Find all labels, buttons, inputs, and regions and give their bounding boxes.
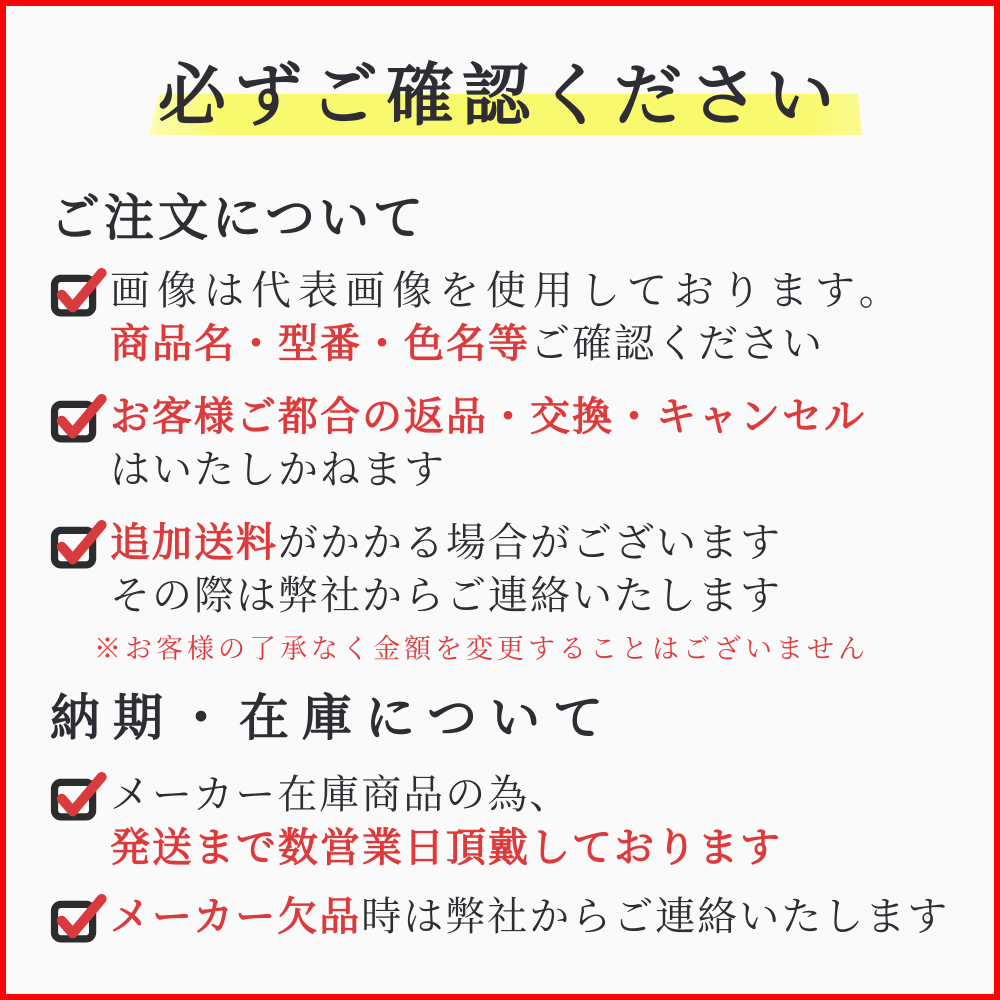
list-item xyxy=(50,264,906,370)
item-text xyxy=(110,890,949,943)
item-text xyxy=(110,516,782,622)
section-heading-stock: 納期・在庫について xyxy=(50,690,616,746)
checkbox-checked-icon xyxy=(50,392,108,444)
section-heading-order: ご注文について xyxy=(50,190,427,246)
item-text-segment: 商品名・型番・色名等 xyxy=(110,321,530,366)
item-text-segment: 時は弊社からご連絡いたします xyxy=(361,894,950,939)
list-item xyxy=(50,890,949,944)
item-text-segment: その際は弊社からご連絡いたします xyxy=(110,573,782,618)
item-text-segment: 画像は代表画像を使用しております。 xyxy=(110,268,906,313)
item-text-segment: 追加送料 xyxy=(110,520,278,565)
checkbox-checked-icon xyxy=(50,266,108,318)
item-text-segment: がかかる場合がございます xyxy=(278,520,782,565)
list-item xyxy=(50,516,782,622)
item-text-segment: メーカー在庫商品の為、 xyxy=(110,772,572,817)
item-text-segment: メーカー欠品 xyxy=(110,894,362,939)
item-text-segment: ご確認ください xyxy=(530,321,824,366)
checkbox-checked-icon xyxy=(50,518,108,570)
list-item xyxy=(50,768,782,874)
item-text-segment: はいたしかねます xyxy=(110,447,446,492)
item-text xyxy=(110,390,866,496)
item-text-segment: 発送まで数営業日頂戴しております xyxy=(110,825,782,870)
checkbox-checked-icon xyxy=(50,770,108,822)
item-text-segment: お客様ご都合の返品・交換・キャンセル xyxy=(110,394,866,439)
note-text: ※お客様の了承なく金額を変更することはございません xyxy=(94,634,869,664)
item-text xyxy=(110,264,906,370)
title-block xyxy=(6,6,994,156)
checkbox-checked-icon xyxy=(50,892,108,944)
page-title: 必ずご確認ください xyxy=(157,58,842,134)
list-item xyxy=(50,390,866,496)
item-text xyxy=(110,768,782,874)
